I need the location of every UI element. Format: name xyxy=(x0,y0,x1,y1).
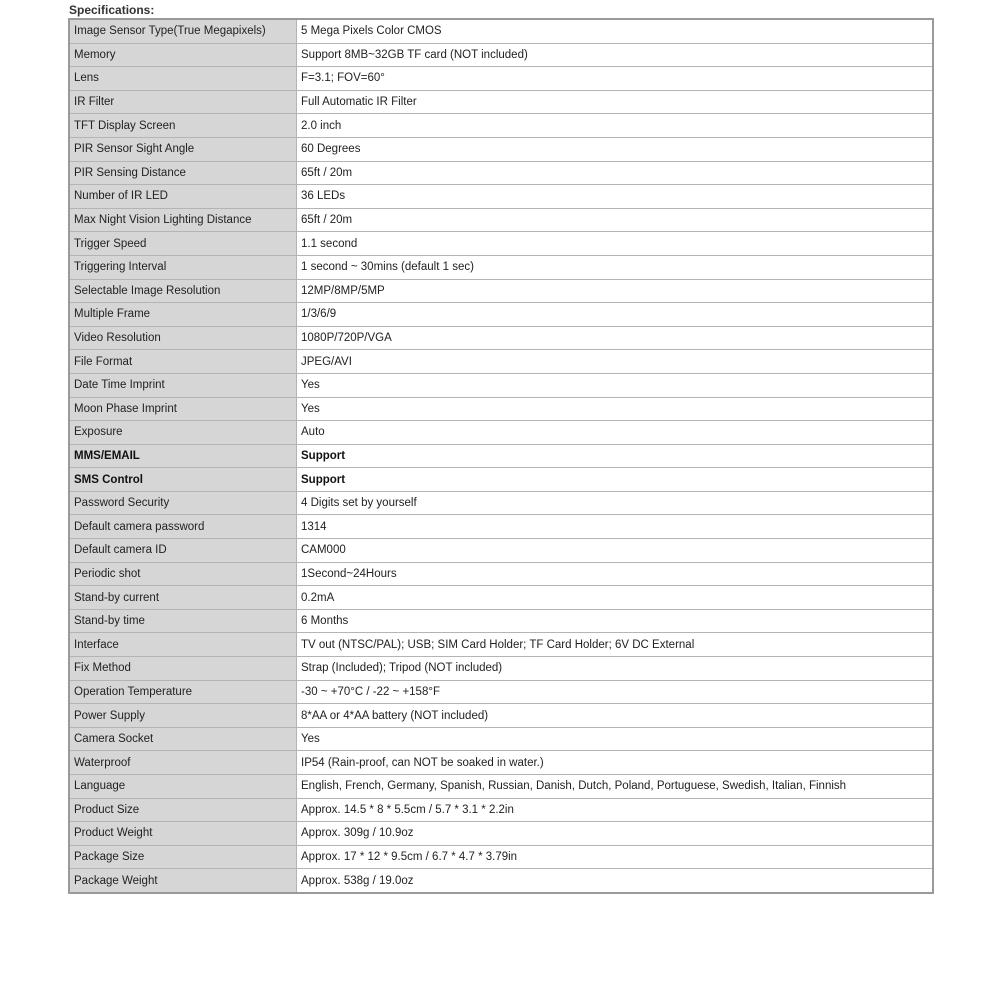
spec-label: TFT Display Screen xyxy=(69,114,297,138)
spec-label: Trigger Speed xyxy=(69,232,297,256)
spec-label: Power Supply xyxy=(69,704,297,728)
spec-value: 6 Months xyxy=(297,609,934,633)
spec-value: 65ft / 20m xyxy=(297,208,934,232)
spec-value: 4 Digits set by yourself xyxy=(297,491,934,515)
spec-label: IR Filter xyxy=(69,90,297,114)
table-row xyxy=(69,19,933,43)
spec-label: Max Night Vision Lighting Distance xyxy=(69,208,297,232)
table-row xyxy=(69,775,933,799)
spec-label: Stand-by time xyxy=(69,609,297,633)
table-row xyxy=(69,373,933,397)
table-row xyxy=(69,326,933,350)
table-row xyxy=(69,397,933,421)
page-title: Specifications: xyxy=(69,3,155,17)
table-row xyxy=(69,657,933,681)
spec-label: Image Sensor Type(True Megapixels) xyxy=(69,19,297,43)
spec-value: TV out (NTSC/PAL); USB; SIM Card Holder; TF Card Holder; 6V DC External xyxy=(297,633,934,657)
table-row xyxy=(69,798,933,822)
table-row xyxy=(69,185,933,209)
spec-label: Package Size xyxy=(69,845,297,869)
spec-value: Approx. 309g / 10.9oz xyxy=(297,822,934,846)
spec-value: Approx. 14.5 * 8 * 5.5cm / 5.7 * 3.1 * 2.2in xyxy=(297,798,934,822)
table-row xyxy=(69,704,933,728)
spec-label: Date Time Imprint xyxy=(69,373,297,397)
table-row xyxy=(69,43,933,67)
spec-value: Yes xyxy=(297,727,934,751)
spec-value: 1.1 second xyxy=(297,232,934,256)
spec-label: SMS Control xyxy=(69,468,297,492)
spec-label: PIR Sensor Sight Angle xyxy=(69,137,297,161)
table-row xyxy=(69,90,933,114)
spec-value: Support xyxy=(297,468,934,492)
spec-value: 1/3/6/9 xyxy=(297,303,934,327)
spec-value: F=3.1; FOV=60° xyxy=(297,67,934,91)
spec-label: Multiple Frame xyxy=(69,303,297,327)
spec-label: Video Resolution xyxy=(69,326,297,350)
spec-label: Selectable Image Resolution xyxy=(69,279,297,303)
spec-label: Lens xyxy=(69,67,297,91)
spec-value: IP54 (Rain-proof, can NOT be soaked in water.) xyxy=(297,751,934,775)
spec-value: Yes xyxy=(297,397,934,421)
spec-value: 5 Mega Pixels Color CMOS xyxy=(297,19,934,43)
spec-label: Stand-by current xyxy=(69,586,297,610)
spec-label: Product Size xyxy=(69,798,297,822)
spec-label: Camera Socket xyxy=(69,727,297,751)
table-row xyxy=(69,515,933,539)
table-row xyxy=(69,491,933,515)
spec-value: Support xyxy=(297,444,934,468)
spec-label: Package Weight xyxy=(69,869,297,893)
table-row xyxy=(69,680,933,704)
table-row xyxy=(69,303,933,327)
table-row xyxy=(69,444,933,468)
spec-value: Full Automatic IR Filter xyxy=(297,90,934,114)
spec-label: MMS/EMAIL xyxy=(69,444,297,468)
spec-value: -30 ~ +70°C / -22 ~ +158°F xyxy=(297,680,934,704)
spec-value: 1 second ~ 30mins (default 1 sec) xyxy=(297,255,934,279)
spec-label: Product Weight xyxy=(69,822,297,846)
spec-label: Exposure xyxy=(69,421,297,445)
spec-value: English, French, Germany, Spanish, Russian, Danish, Dutch, Poland, Portuguese, Swedish, Italian, Finnish xyxy=(297,775,934,799)
table-row xyxy=(69,468,933,492)
table-row xyxy=(69,67,933,91)
spec-label: PIR Sensing Distance xyxy=(69,161,297,185)
spec-value: 1Second~24Hours xyxy=(297,562,934,586)
spec-label: Triggering Interval xyxy=(69,255,297,279)
spec-value: 0.2mA xyxy=(297,586,934,610)
table-row xyxy=(69,255,933,279)
spec-label: Memory xyxy=(69,43,297,67)
table-row xyxy=(69,421,933,445)
spec-value: Strap (Included); Tripod (NOT included) xyxy=(297,657,934,681)
spec-label: Interface xyxy=(69,633,297,657)
table-row xyxy=(69,562,933,586)
spec-label: Periodic shot xyxy=(69,562,297,586)
spec-label: Language xyxy=(69,775,297,799)
table-row xyxy=(69,845,933,869)
spec-value: JPEG/AVI xyxy=(297,350,934,374)
table-row xyxy=(69,633,933,657)
spec-value: 8*AA or 4*AA battery (NOT included) xyxy=(297,704,934,728)
table-row xyxy=(69,586,933,610)
table-row xyxy=(69,609,933,633)
spec-value: Approx. 538g / 19.0oz xyxy=(297,869,934,893)
spec-label: File Format xyxy=(69,350,297,374)
table-row xyxy=(69,114,933,138)
spec-label: Fix Method xyxy=(69,657,297,681)
spec-value: Auto xyxy=(297,421,934,445)
spec-value: 1314 xyxy=(297,515,934,539)
specifications-table xyxy=(68,18,934,894)
specifications-table-body xyxy=(69,19,933,893)
spec-label: Password Security xyxy=(69,491,297,515)
table-row xyxy=(69,727,933,751)
spec-label: Operation Temperature xyxy=(69,680,297,704)
spec-value: 36 LEDs xyxy=(297,185,934,209)
table-row xyxy=(69,869,933,893)
table-row xyxy=(69,822,933,846)
table-row xyxy=(69,208,933,232)
spec-value: 1080P/720P/VGA xyxy=(297,326,934,350)
spec-value: Support 8MB~32GB TF card (NOT included) xyxy=(297,43,934,67)
table-row xyxy=(69,350,933,374)
table-row xyxy=(69,279,933,303)
spec-label: Default camera password xyxy=(69,515,297,539)
table-row xyxy=(69,232,933,256)
spec-value: 60 Degrees xyxy=(297,137,934,161)
spec-value: 65ft / 20m xyxy=(297,161,934,185)
spec-label: Moon Phase Imprint xyxy=(69,397,297,421)
spec-label: Number of IR LED xyxy=(69,185,297,209)
table-row xyxy=(69,161,933,185)
spec-value: Approx. 17 * 12 * 9.5cm / 6.7 * 4.7 * 3.79in xyxy=(297,845,934,869)
spec-value: 12MP/8MP/5MP xyxy=(297,279,934,303)
spec-value: 2.0 inch xyxy=(297,114,934,138)
spec-value: Yes xyxy=(297,373,934,397)
spec-label: Default camera ID xyxy=(69,539,297,563)
spec-label: Waterproof xyxy=(69,751,297,775)
table-row xyxy=(69,539,933,563)
table-row xyxy=(69,137,933,161)
table-row xyxy=(69,751,933,775)
spec-value: CAM000 xyxy=(297,539,934,563)
